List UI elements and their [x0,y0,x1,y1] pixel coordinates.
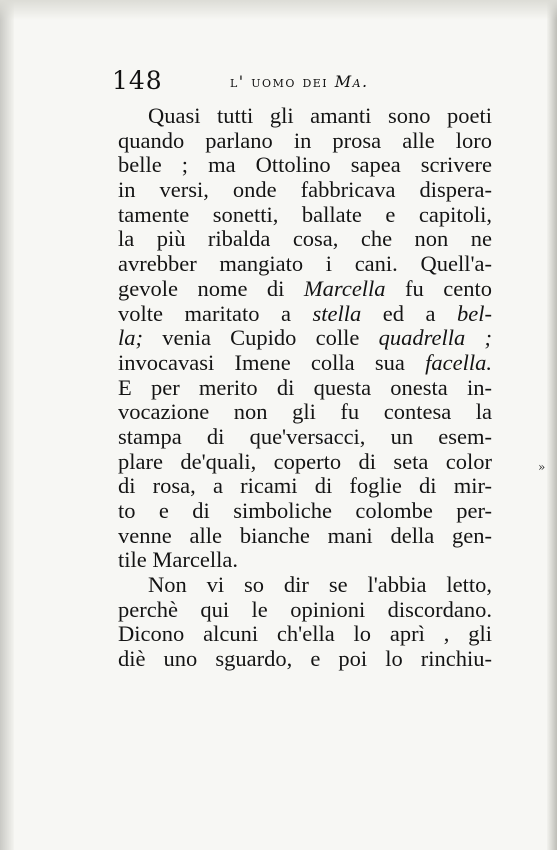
text-line [118,647,492,672]
text-segment: to e di simboliche colombe per- [118,498,492,523]
text-segment: invocavasi Imene colla sua [118,349,426,375]
text-segment: plare de'quali, coperto di seta color [118,448,492,474]
text-segment-italic: Marcella [303,275,386,301]
text-line [118,450,492,475]
text-line [118,129,492,154]
text-line [118,326,492,351]
text-line [118,573,492,598]
text-segment: avrebber mangiato i cani. Quell'a- [118,251,492,277]
body-text [118,104,492,672]
text-line [118,474,492,499]
text-segment: belle ; ma Ottolino sapea scrivere [118,152,492,178]
running-head-italic: Ma. [334,72,369,91]
text-segment-italic: stella [312,300,362,326]
text-segment: fu cento [385,275,492,301]
text-segment: perchè qui le opinioni discordano. [118,596,492,622]
page-header [112,66,442,98]
text-line [118,400,492,425]
text-line [118,302,492,327]
text-segment: vocazione non gli fu contesa la [118,399,492,425]
text-segment: Non vi so dir se l'abbia letto, [148,572,492,598]
text-line [118,227,492,252]
text-line [118,524,492,549]
text-segment: ed a [361,300,458,326]
text-segment: in versi, onde fabbricava dispera- [118,177,492,203]
text-segment-italic: facella. [425,349,492,375]
text-line [118,277,492,302]
text-line [118,178,492,203]
text-segment-italic: bel- [457,300,492,326]
page-top-edge [0,0,557,20]
text-segment: quando parlano in prosa alle loro [118,127,492,153]
text-line [118,252,492,277]
text-segment: venne alle bianche mani della gen- [118,522,492,548]
text-segment: tile Marcella. [118,547,238,573]
text-segment: diè uno sguardo, e poi lo rinchiu- [118,646,492,672]
text-line [118,548,492,573]
page-right-edge [547,0,557,850]
text-segment-italic: quadrella ; [378,325,492,351]
text-line [118,598,492,623]
text-segment: la più ribalda cosa, che non ne [118,226,492,252]
text-line [118,376,492,401]
text-segment: gevole nome di [118,275,304,301]
text-line [118,499,492,524]
page-number: 148 [112,66,163,95]
page-left-edge [0,0,14,850]
text-line [118,351,492,376]
text-line [118,203,492,228]
running-head-roman: l' uomo dei [230,72,335,91]
text-segment: di rosa, a ricami di foglie di mir- [118,473,492,499]
text-segment: tamente sonetti, ballate e capitoli, [118,201,492,227]
text-line [118,153,492,178]
text-line [118,104,492,129]
text-segment-italic: la; [118,325,143,351]
margin-mark: » [538,460,546,474]
text-segment: venia Cupido colle [143,325,379,351]
text-segment: Dicono alcuni ch'ella lo aprì , gli [118,621,492,647]
text-line [118,425,492,450]
running-head [230,72,369,91]
text-line [118,622,492,647]
text-segment: stampa di que'versacci, un esem- [118,423,492,449]
text-segment: E per merito di questa onesta in- [118,374,492,400]
text-segment: volte maritato a [118,300,313,326]
text-segment: Quasi tutti gli amanti sono poeti [148,103,492,128]
